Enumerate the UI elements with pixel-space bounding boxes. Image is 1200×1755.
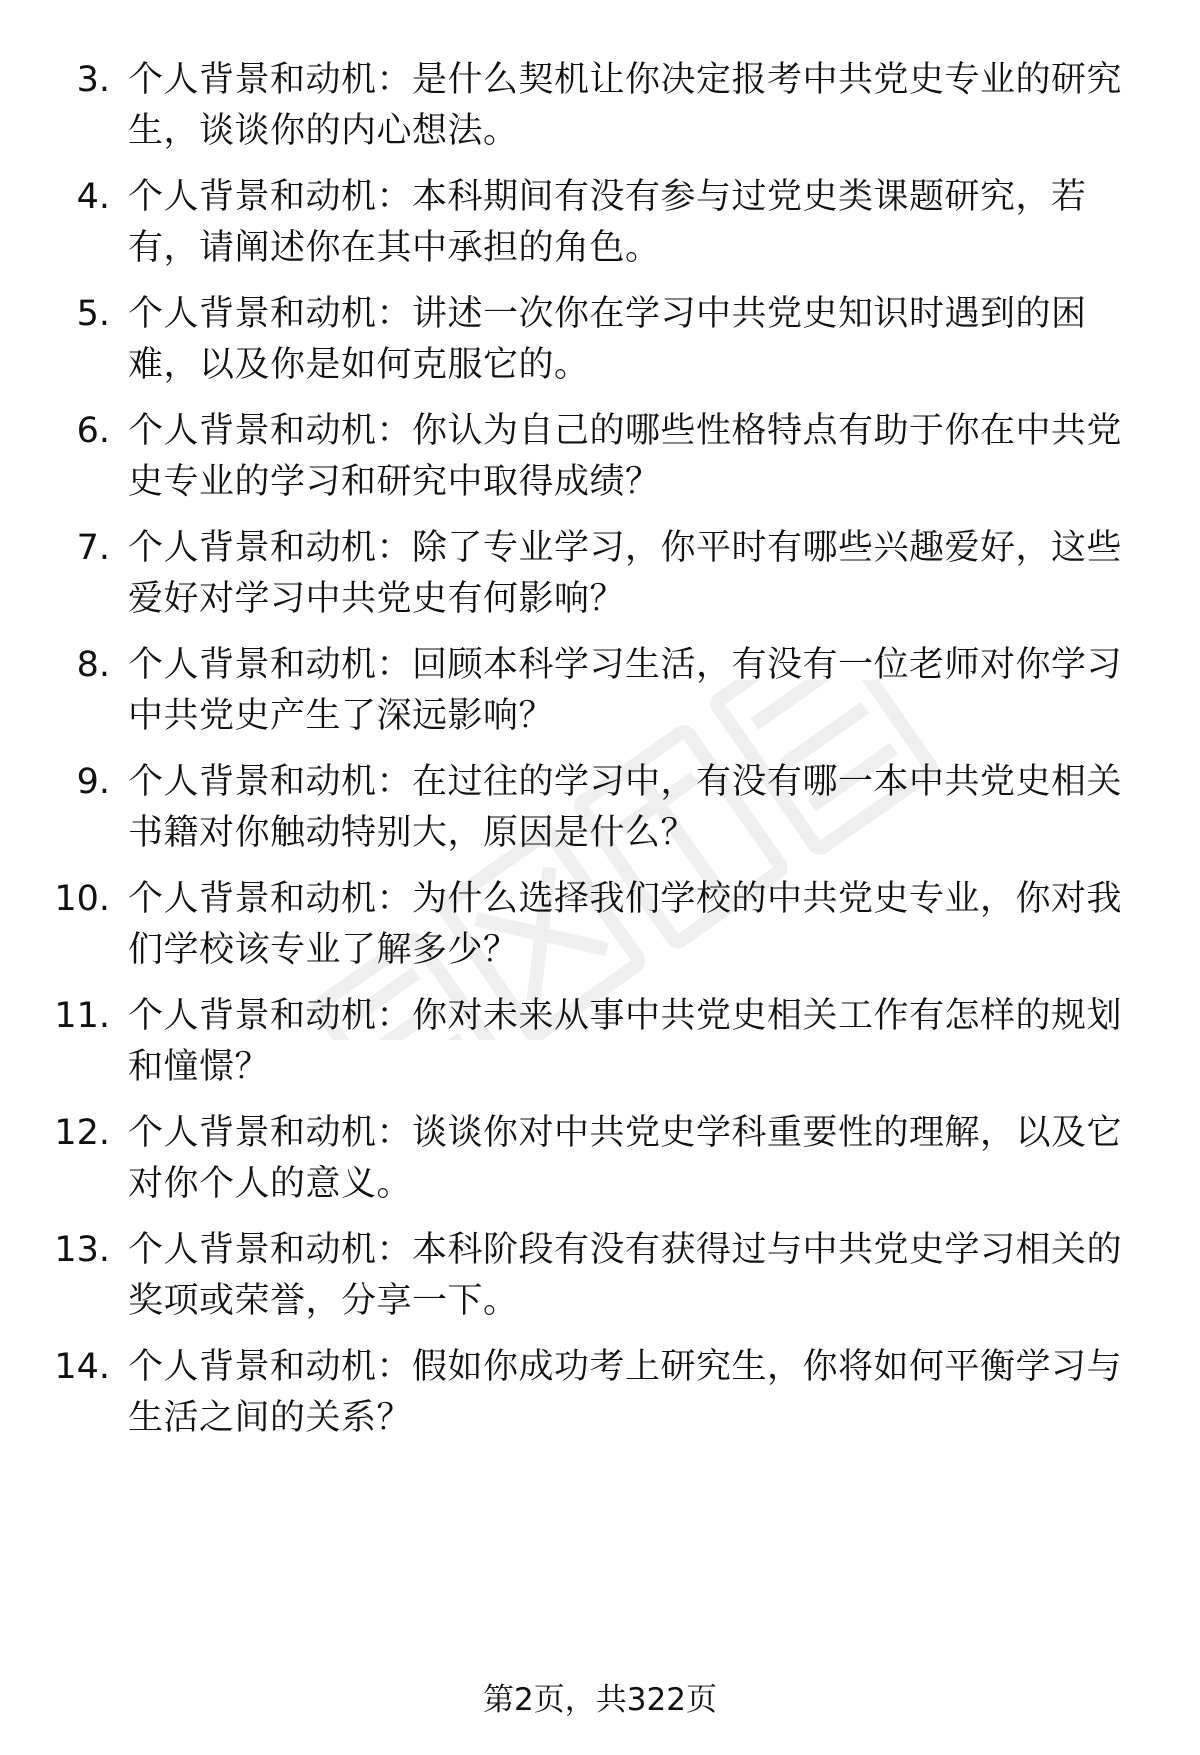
question-number: 4. [76, 177, 110, 217]
question-text: 个人背景和动机：为什么选择我们学校的中共党史专业，你对我们学校该专业了解多少？ [128, 879, 1123, 970]
question-number: 12. [54, 1113, 110, 1153]
question-text: 个人背景和动机：本科阶段有没有获得过与中共党史学习相关的奖项或荣誉，分享一下。 [128, 1230, 1123, 1321]
list-item [0, 640, 1200, 740]
question-number: 9. [76, 762, 110, 802]
question-number: 8. [76, 645, 110, 685]
question-number: 11. [54, 996, 110, 1036]
question-number: 6. [76, 411, 110, 451]
list-item [0, 406, 1200, 506]
list-item [0, 1342, 1200, 1442]
question-number: 14. [54, 1347, 110, 1387]
question-text: 个人背景和动机：讲述一次你在学习中共党史知识时遇到的困难，以及你是如何克服它的。 [128, 294, 1087, 385]
question-number: 13. [54, 1230, 110, 1270]
list-item [0, 289, 1200, 389]
list-item [0, 1225, 1200, 1325]
question-text: 个人背景和动机：是什么契机让你决定报考中共党史专业的研究生，谈谈你的内心想法。 [128, 60, 1123, 151]
question-text: 个人背景和动机：你认为自己的哪些性格特点有助于你在中共党史专业的学习和研究中取得成绩？ [128, 411, 1123, 502]
list-item [0, 1108, 1200, 1208]
question-text: 个人背景和动机：谈谈你对中共党史学科重要性的理解，以及它对你个人的意义。 [128, 1113, 1123, 1204]
question-number: 5. [76, 294, 110, 334]
question-text: 个人背景和动机：回顾本科学习生活，有没有一位老师对你学习中共党史产生了深远影响？ [128, 645, 1123, 736]
question-text: 个人背景和动机：假如你成功考上研究生，你将如何平衡学习与生活之间的关系？ [128, 1347, 1123, 1438]
list-item [0, 757, 1200, 857]
list-item [0, 523, 1200, 623]
question-text: 个人背景和动机：除了专业学习，你平时有哪些兴趣爱好，这些爱好对学习中共党史有何影响？ [128, 528, 1123, 619]
question-number: 3. [76, 60, 110, 100]
question-number: 7. [76, 528, 110, 568]
question-text: 个人背景和动机：在过往的学习中，有没有哪一本中共党史相关书籍对你触动特别大，原因是什么？ [128, 762, 1123, 853]
list-item [0, 991, 1200, 1091]
list-item [0, 55, 1200, 155]
page-number: 第2页，共322页 [483, 1682, 717, 1718]
question-text: 个人背景和动机：你对未来从事中共党史相关工作有怎样的规划和憧憬？ [128, 996, 1123, 1087]
list-item [0, 172, 1200, 272]
question-text: 个人背景和动机：本科期间有没有参与过党史类课题研究，若有，请阐述你在其中承担的角色。 [128, 177, 1087, 268]
question-number: 10. [54, 879, 110, 919]
list-item [0, 874, 1200, 974]
